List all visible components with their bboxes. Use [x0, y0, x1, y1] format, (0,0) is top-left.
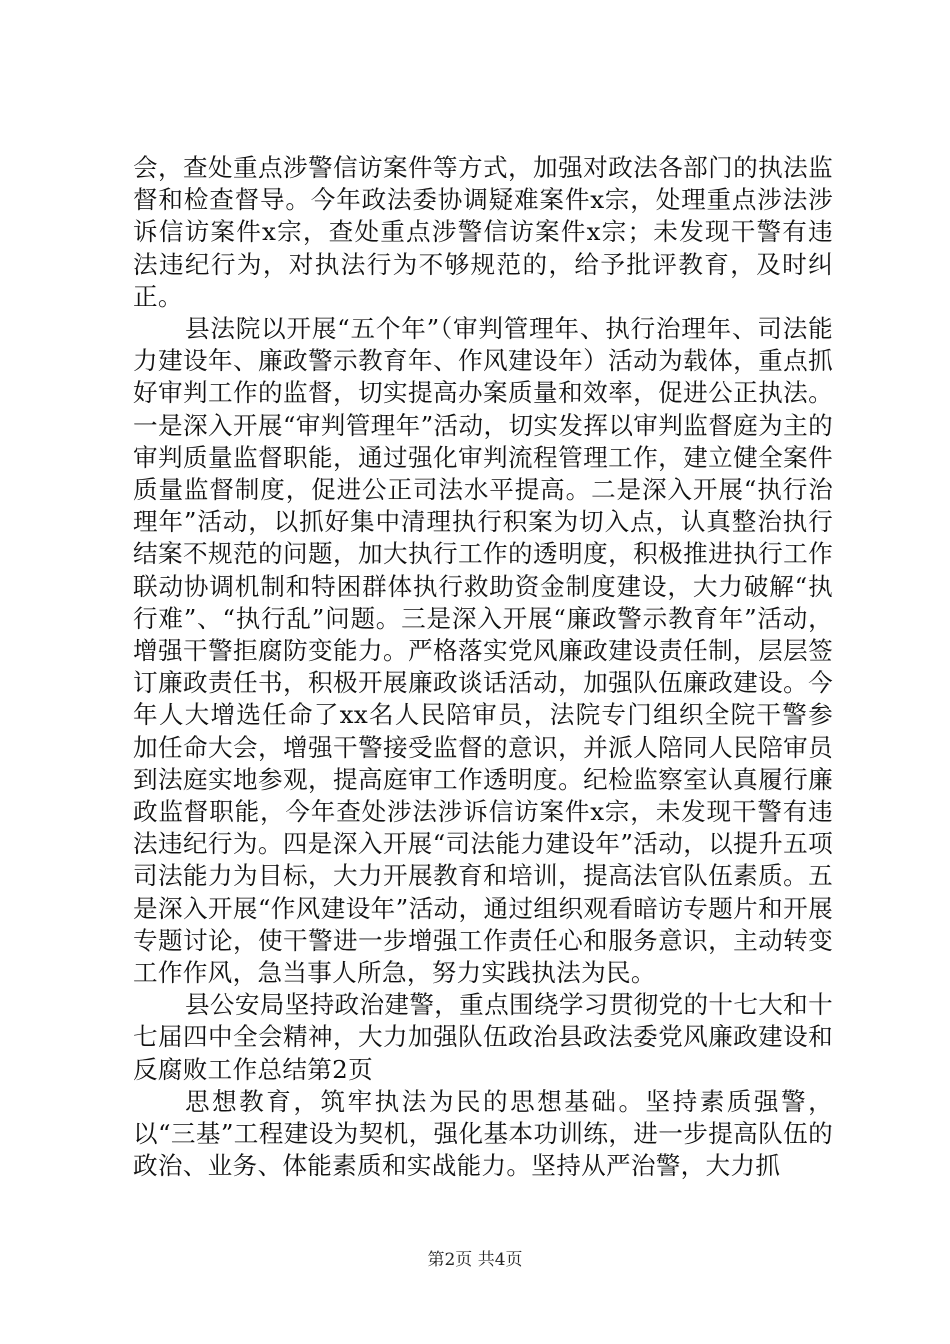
page-number-footer: 第2页 共4页 [427, 1250, 523, 1270]
body-paragraph-2: 县法院以开展“五个年”（审判管理年、执行治理年、司法能力建设年、廉政警示教育年、作风建设年）活动为载体，重点抓好审判工作的监督，切实提高办案质量和效率，促进公正执法。一是深入开展“审判管理年”活动，切实发挥以审判监督庭为主的审判质量监督职能，通过强化审判流程管理工作，建立健全案件质量监督制度，促进公正司法水平提高。二是深入开展“执行治理年”活动，以抓好集中清理执行积案为切入点，认真整治执行结案不规范的问题，加大执行工作的透明度，积极推进执行工作联动协调机制和特困群体执行救助资金制度建设，大力破解“执行难”、“执行乱”问题。三是深入开展“廉政警示教育年”活动，增强干警拒腐防变能力。严格落实党风廉政建设责任制，层层签订廉政责任书，积极开展廉政谈话活动，加强队伍廉政建设。今年人大增选任命了xx名人民陪审员，法院专门组织全院干警参加任命大会，增强干警接受监督的意识，并派人陪同人民陪审员到法庭实地参观，提高庭审工作透明度。纪检监察室认真履行廉政监督职能，今年查处涉法涉诉信访案件x宗，未发现干警有违法违纪行为。四是深入开展“司法能力建设年”活动，以提升五项司法能力为目标，大力开展教育和培训，提高法官队伍素质。五是深入开展“作风建设年”活动，通过组织观看暗访专题片和开展专题讨论，使干警进一步增强工作责任心和服务意识，主动转变工作作风，急当事人所急，努力实践执法为民。 [133, 314, 833, 988]
body-paragraph-4: 思想教育，筑牢执法为民的思想基础。坚持素质强警，以“三基”工程建设为契机，强化基本功训练，进一步提高队伍的政治、业务、体能素质和实战能力。坚持从严治警，大力抓 [133, 1086, 833, 1181]
body-paragraph-3: 县公安局坚持政治建警，重点围绕学习贯彻党的十七大和十七届四中全会精神，大力加强队伍政治县政法委党风廉政建设和反腐败工作总结第2页 [133, 990, 833, 1084]
document-body [133, 152, 833, 1183]
body-paragraph-1: 会，查处重点涉警信访案件等方式，加强对政法各部门的执法监督和检查督导。今年政法委协调疑难案件x宗，处理重点涉法涉诉信访案件x宗，查处重点涉警信访案件x宗；未发现干警有违法违纪行为，对执法行为不够规范的，给予批评教育，及时纠正。 [133, 153, 833, 311]
